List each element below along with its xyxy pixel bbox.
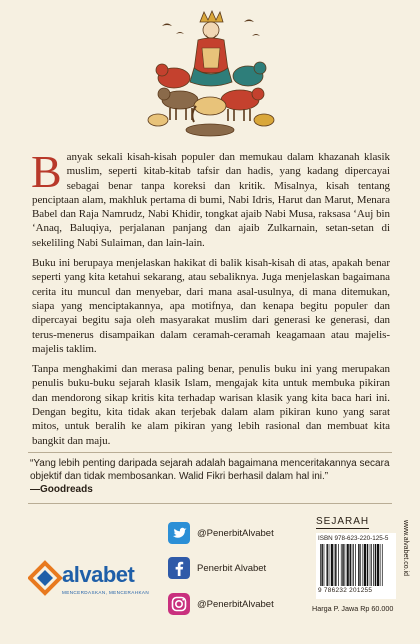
blurb-text <box>31 146 390 454</box>
king-vest <box>202 48 220 68</box>
barcode-bar <box>329 544 330 586</box>
crown-shape <box>200 11 223 22</box>
alvabet-logo-icon <box>28 560 64 598</box>
barcode-bar <box>334 544 335 586</box>
quote-attribution: —Goodreads <box>30 484 93 495</box>
divider-bottom <box>28 503 392 504</box>
barcode <box>318 544 394 586</box>
barcode-bar <box>335 544 336 586</box>
ground-shape <box>186 124 234 136</box>
blurb-paragraph-3: Tanpa menghakimi dan merasa paling benar, penulis buku ini yang merupakan penulis buku-buku sejarah klasik Islam, mengajak kita untuk membuka pikiran dan mendorong sikap kritis kita terhadap warisan klasik yang kita baca hari ini. Dengan begitu, kita tidak akan terjebak dalam alam pikiran kuno yang sarat mitos, untuk beralih ke alam pikiran yang lebih rasional dan membuat kita bangkit dan maju. <box>32 363 390 447</box>
logo-diamond-inner <box>37 570 53 586</box>
instagram-icon <box>168 593 190 615</box>
barcode-bar <box>324 544 325 586</box>
quote-text: “Yang lebih penting daripada sejarah adalah bagaimana menceritakannya secara objektif dan tidak membosankan. Walid Fikri berhasil dalam hal ini.” <box>30 458 390 482</box>
social-label: @PenerbitAlvabet <box>197 527 274 539</box>
lion-body <box>148 114 168 126</box>
isbn-text: ISBN 978-623-220-125-5 <box>318 535 389 542</box>
barcode-bar <box>360 544 361 586</box>
goat-body <box>254 114 274 126</box>
horse-head <box>158 88 170 100</box>
king-figure <box>190 11 232 86</box>
category-label: SEJARAH <box>316 516 370 527</box>
barcode-bar <box>358 544 359 586</box>
barcode-bar <box>341 544 342 586</box>
elephant-trunk <box>192 106 196 122</box>
barcode-bar <box>371 544 372 586</box>
bird-shape <box>244 20 254 23</box>
barcode-bar <box>362 544 363 586</box>
social-row-instagram <box>168 592 274 616</box>
barcode-bar <box>326 544 327 586</box>
twitter-icon <box>168 522 190 544</box>
facebook-icon <box>168 557 190 579</box>
publisher-name: alvabet <box>62 562 135 587</box>
horse-legs <box>170 108 192 120</box>
creature-head <box>156 64 168 76</box>
drop-cap: B <box>31 146 62 197</box>
barcode-bar <box>331 544 333 586</box>
barcode-bar <box>355 544 356 586</box>
cover-illustration <box>140 8 280 140</box>
paragraph-1-text: anyak sekali kisah-kisah populer dan memukau dalam khazanah klasik muslim, seperti kitab-kitab tafsir dan hadis, yang kadang dipercayai sebagai benar tanpa koreksi dan kritik. Misalnya, kisah tentang penciptaan alam, makhluk pertama di bumi, Nabi Idris, Harut dan Marut, Menara Babel dan Raja Namrudz, Nabi Khidir, tongkat ajaib Nabi Musa, raksasa ‘Auj bin ‘Anaq, Baluqiya, perjalanan panjang dan ajaib Zulkarnain, setan-setan di sekeliling Nabi Sulaiman, dan lain-lain. <box>32 151 390 249</box>
barcode-bar <box>364 544 366 586</box>
barcode-bar <box>370 544 371 586</box>
bull-legs <box>228 109 250 121</box>
review-quote <box>30 457 392 496</box>
barcode-bar <box>377 544 379 586</box>
barcode-bar <box>321 544 322 586</box>
barcode-bar <box>353 544 354 586</box>
bird-shape <box>176 32 184 34</box>
social-row-facebook <box>168 556 266 580</box>
bull-head <box>252 88 264 100</box>
barcode-bar <box>320 544 321 586</box>
bird-shape <box>252 34 260 36</box>
barcode-bar <box>382 544 383 586</box>
barcode-bar <box>342 544 343 586</box>
barcode-bar <box>352 544 353 586</box>
social-label: Penerbit Alvabet <box>197 562 267 574</box>
creature-head <box>254 62 266 74</box>
elephant-body <box>194 97 226 115</box>
barcode-digits: 9 786232 201255 <box>318 587 373 594</box>
price-text: Harga P. Jawa Rp 60.000 <box>312 604 394 613</box>
king-head <box>203 22 219 38</box>
social-label: @PenerbitAlvabet <box>197 598 274 610</box>
barcode-bar <box>380 544 381 586</box>
barcode-bar <box>344 544 345 586</box>
social-row-twitter <box>168 521 274 545</box>
barcode-bar <box>373 544 374 586</box>
barcode-bar <box>350 544 351 586</box>
divider-top <box>28 452 392 453</box>
barcode-bar <box>375 544 376 586</box>
publisher-tagline: MENCERDASKAN, MENCERAHKAN <box>62 590 150 595</box>
blurb-paragraph-2: Buku ini berupaya menjelaskan hakikat di balik kisah-kisah di atas, apakah benar seperti yang kita ketahui sekarang, atau sebaliknya. Juga menjelaskan bagaimana cerita itu muncul dan menyebar, dari mana asal-usulnya, di mana ditemukan, siapa yang menciptakannya, apa motifnya, dan kenapa begitu populer dan dipercayai begitu saja oleh masyarakat muslim dari generasi ke generasi, dan terus-menerus disampaikan dalam ceramah-ceramah keagamaan atau majelis-majelis taklim. <box>32 257 390 355</box>
barcode-bar <box>367 544 368 586</box>
bird-shape <box>162 24 172 27</box>
left-creatures <box>148 64 198 126</box>
blurb-paragraph-1 <box>31 146 390 250</box>
website-url: www.alvabet.co.id <box>402 520 409 577</box>
barcode-bar <box>338 544 339 586</box>
barcode-bar <box>347 544 349 586</box>
